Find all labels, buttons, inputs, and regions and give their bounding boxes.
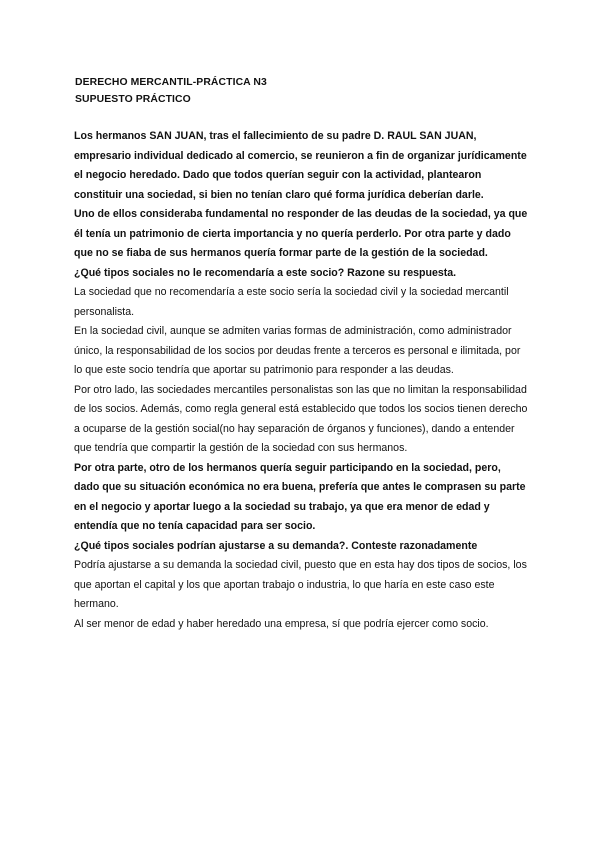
question-one: ¿Qué tipos sociales no le recomendaría a este socio? Razone su respuesta. bbox=[74, 266, 457, 279]
document-body bbox=[74, 127, 529, 634]
answer-one-mercantile-paragraph: Por otro lado, las sociedades mercantiles personalistas son las que no limitan la responsabilidad de los socios. Además, como regla general está establecido que todos los socios tienen derecho a ocuparse de la gestión social(no hay separación de órganos y funciones), dando a entender que tendría que compartir la gestión de la sociedad con sus hermanos. bbox=[74, 383, 528, 454]
case-sibling-two-paragraph: Por otra parte, otro de los hermanos quería seguir participando en la sociedad, pero, dado que su situación económica no era buena, prefería que antes le comprasen su parte en el negocio y aportar luego a la sociedad su trabajo, ya que era menor de edad y entendía que no tenía capacidad para ser socio. bbox=[74, 461, 526, 532]
answer-two-paragraph: Podría ajustarse a su demanda la sociedad civil, puesto que en esta hay dos tipos de socios, los que aportan el capital y los que aportan trabajo o industria, lo que haría en este caso este hermano. bbox=[74, 559, 527, 610]
answer-two-conclusion: Al ser menor de edad y haber heredado una empresa, sí que podría ejercer como socio. bbox=[74, 617, 489, 630]
case-intro-paragraph: Los hermanos SAN JUAN, tras el fallecimiento de su padre D. RAUL SAN JUAN, empresario individual dedicado al comercio, se reunieron a fin de organizar jurídicamente el negocio heredado. Dado que todos querían seguir con la actividad, plantearon constituir una sociedad, si bien no tenían claro qué forma jurídica deberían darle. bbox=[74, 130, 527, 201]
exercise-subtitle: SUPUESTO PRÁCTICO bbox=[75, 94, 191, 105]
question-two: ¿Qué tipos sociales podrían ajustarse a su demanda?. Conteste razonadamente bbox=[74, 539, 478, 552]
case-sibling-one-paragraph: Uno de ellos consideraba fundamental no responder de las deudas de la sociedad, ya que él tenía un patrimonio de cierta importancia y no quería perderlo. Por otra parte y dado que no se fiaba de sus hermanos quería formar parte de la gestión de la sociedad. bbox=[74, 208, 528, 259]
document-header bbox=[75, 74, 535, 108]
answer-one-paragraph: La sociedad que no recomendaría a este socio sería la sociedad civil y la sociedad mercantil personalista. bbox=[74, 286, 509, 318]
course-title: DERECHO MERCANTIL-PRÁCTICA N3 bbox=[75, 77, 267, 88]
answer-one-civil-paragraph: En la sociedad civil, aunque se admiten varias formas de administración, como administrador único, la responsabilidad de los socios por deudas frente a terceros es personal e ilimitada, por lo que este socio tendría que aportar su patrimonio para responder a las deudas. bbox=[74, 325, 521, 376]
